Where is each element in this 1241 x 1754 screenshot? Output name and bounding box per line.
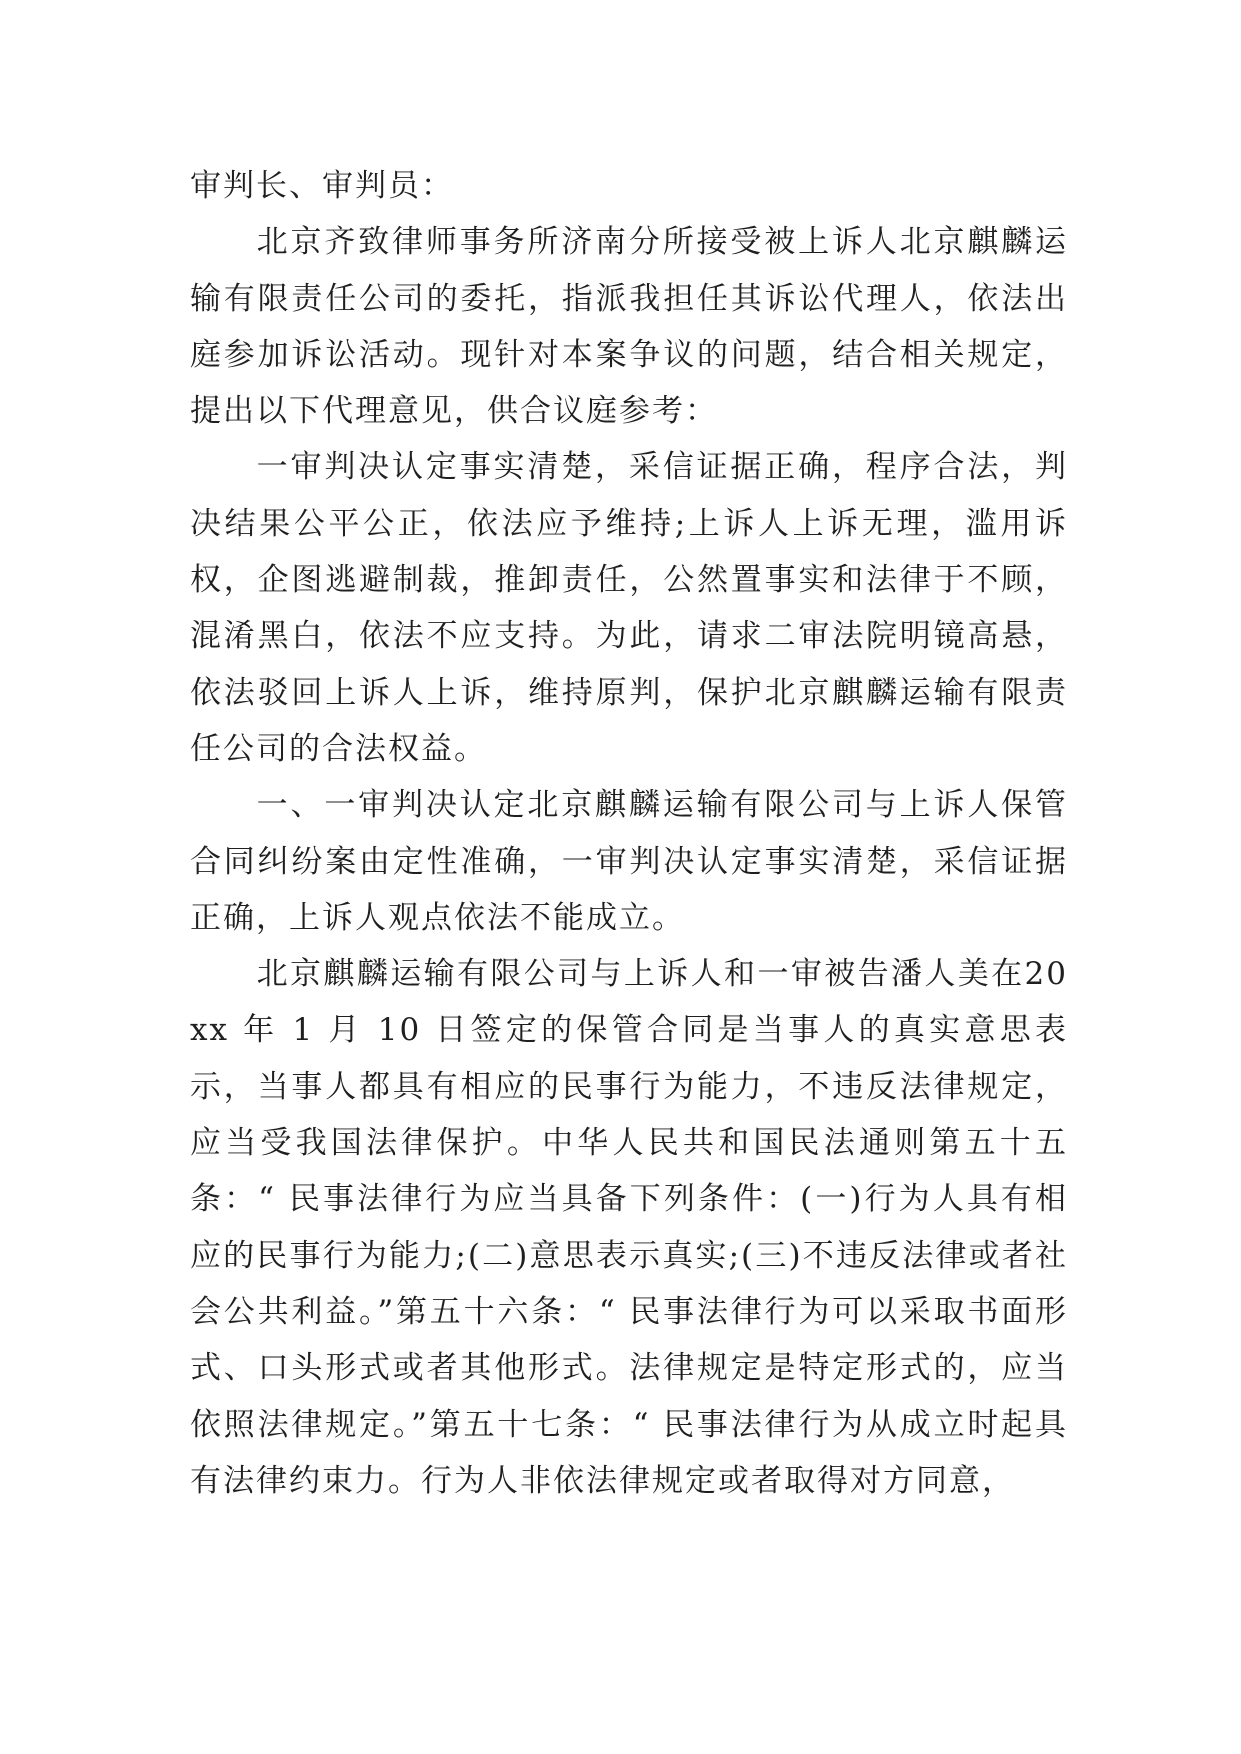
paragraph-engagement: 北京齐致律师事务所济南分所接受被上诉人北京麒麟运输有限责任公司的委托，指派我担任其诉讼代理人，依法出庭参加诉讼活动。现针对本案争议的问题，结合相关规定，提出以下代理意见，供合议庭参考：	[190, 224, 1068, 430]
salutation: 审判长、审判员：	[190, 168, 454, 204]
paragraph-summary-opinion: 一审判决认定事实清楚，采信证据正确，程序合法，判决结果公平公正，依法应予维持;上诉人上诉无理，滥用诉权，企图逃避制裁，推卸责任，公然置事实和法律于不顾，混淆黑白，依法不应支持。为此，请求二审法院明镜高悬，依法驳回上诉人上诉，维持原判，保护北京麒麟运输有限责任公司的合法权益。	[190, 449, 1068, 767]
paragraph-point-one-heading: 一、一审判决认定北京麒麟运输有限公司与上诉人保管合同纠纷案由定性准确，一审判决认定事实清楚，采信证据正确，上诉人观点依法不能成立。	[190, 787, 1068, 936]
paragraph-contract-validity: 北京麒麟运输有限公司与上诉人和一审被告潘人美在20xx 年 1 月 10 日签定的保管合同是当事人的真实意思表示，当事人都具有相应的民事行为能力，不违反法律规定，应当受我国法律保护。中华人民共和国民法通则第五十五条：“ 民事法律行为应当具备下列条件：(一)行为人具有相应的民事行为能力;(二)意思表示真实;(三)不违反法律或者社会公共利益。”第五十六条：“ 民事法律行为可以采取书面形式、口头形式或者其他形式。法律规定是特定形式的，应当依照法律规定。”第五十七条：“ 民事法律行为从成立时起具有法律约束力。行为人非依法律规定或者取得对方同意，	[190, 956, 1068, 1499]
document-body	[190, 158, 1068, 1509]
